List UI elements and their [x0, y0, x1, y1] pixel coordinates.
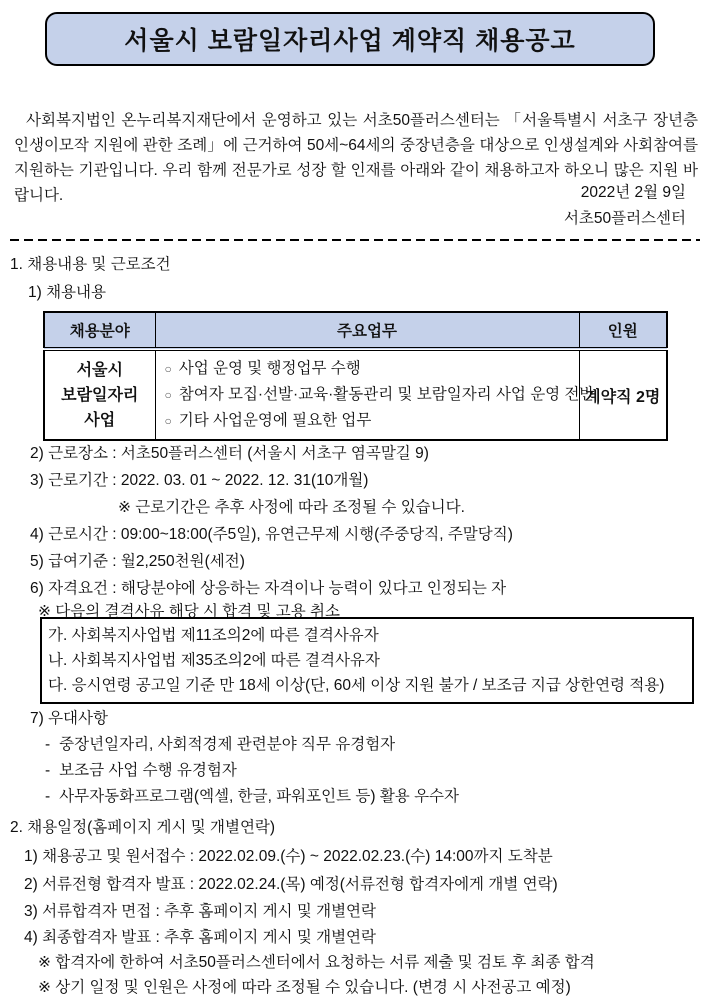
announcement-date: 2022년 2월 9일	[580, 184, 686, 201]
section2-heading: 2. 채용일정(홈페이지 게시 및 개별연락)	[10, 819, 276, 836]
table-header-row	[44, 312, 667, 349]
work-period-note: ※ 근로기간은 추후 사정에 따라 조정될 수 있습니다.	[118, 499, 465, 516]
preference-text: 보조금 사업 수행 유경험자	[59, 762, 237, 779]
table-header-duties: 주요업무	[155, 312, 579, 349]
preference-item	[45, 786, 459, 807]
preferences-heading: 7) 우대사항	[30, 710, 108, 727]
recruitment-table	[43, 311, 668, 441]
headcount-cell: 계약직 2명	[579, 349, 667, 440]
table-header-headcount: 인원	[579, 312, 667, 349]
disqualification-item: 나. 사회복지사업법 제35조의2에 따른 결격사유자	[48, 652, 380, 669]
dash-bullet-icon: -	[45, 736, 51, 753]
duty-line	[164, 382, 595, 408]
disqualification-item: 가. 사회복지사업법 제11조의2에 따른 결격사유자	[48, 627, 379, 644]
preference-item	[45, 734, 395, 755]
duties-cell	[155, 349, 595, 440]
table-row	[44, 349, 667, 440]
dash-bullet-icon: -	[45, 762, 51, 779]
preference-item	[45, 760, 237, 781]
qualification-note: ※ 다음의 결격사유 해당 시 합격 및 고용 취소	[38, 603, 340, 620]
dash-bullet-icon: -	[45, 788, 51, 805]
preference-text: 중장년일자리, 사회적경제 관련분야 직무 유경험자	[59, 736, 396, 753]
schedule-note: ※ 상기 일정 및 인원은 사정에 따라 조정될 수 있습니다. (변경 시 사전공고 예정)	[38, 979, 571, 996]
preference-text: 사무자동화프로그램(엑셀, 한글, 파워포인트 등) 활용 우수자	[59, 788, 459, 805]
circle-bullet-icon: ○	[164, 388, 172, 402]
duty-text: 사업 운영 및 행정업무 수행	[178, 360, 361, 377]
work-hours-item: 4) 근로시간 : 09:00~18:00(주5일), 유연근무제 시행(주중당직, 주말당직)	[30, 526, 513, 543]
table-header-field: 채용분야	[44, 312, 155, 349]
section1-heading: 1. 채용내용 및 근로조건	[10, 256, 171, 273]
duty-text: 기타 사업운영에 필요한 업무	[178, 412, 372, 429]
schedule-item: 2) 서류전형 합격자 발표 : 2022.02.24.(목) 예정(서류전형 합격자에게 개별 연락)	[24, 876, 558, 893]
dashed-divider	[10, 239, 700, 241]
schedule-item: 1) 채용공고 및 원서접수 : 2022.02.09.(수) ~ 2022.02.23.(수) 14:00까지 도착분	[24, 848, 553, 865]
schedule-item: 3) 서류합격자 면접 : 추후 홈페이지 게시 및 개별연락	[24, 903, 377, 920]
date-block	[564, 180, 686, 232]
qualification-item: 6) 자격요건 : 해당분야에 상응하는 자격이나 능력이 있다고 인정되는 자	[30, 580, 507, 597]
salary-item: 5) 급여기준 : 월2,250천원(세전)	[30, 553, 245, 570]
duty-text: 참여자 모집·선발·교육·활동관리 및 보람일자리 사업 운영 전반	[178, 386, 595, 403]
schedule-note: ※ 합격자에 한하여 서초50플러스센터에서 요청하는 서류 제출 및 검토 후 최종 합격	[38, 954, 595, 971]
schedule-item: 4) 최종합격자 발표 : 추후 홈페이지 게시 및 개별연락	[24, 929, 377, 946]
section1-subheading: 1) 채용내용	[28, 284, 106, 301]
intro-paragraph: 사회복지법인 온누리복지재단에서 운영하고 있는 서초50플러스센터는 「서울특별시 서초구 장년층 인생이모작 지원에 관한 조례」에 근거하여 50세~64세의 중장년층을 대상으로 인생설계와 사회참여를 지원하는 기관입니다. 우리 함께 전문가로 성장 할 인재를 아래와 같이 채용하고자 하오니 많은 지원 바랍니다.	[14, 111, 698, 204]
work-period-item: 3) 근로기간 : 2022. 03. 01 ~ 2022. 12. 31(10개월)	[30, 472, 369, 489]
circle-bullet-icon: ○	[164, 362, 172, 376]
disqualification-item: 다. 응시연령 공고일 기준 만 18세 이상(단, 60세 이상 지원 불가 / 보조금 지급 상한연령 적용)	[48, 677, 665, 694]
organization-name: 서초50플러스센터	[563, 210, 686, 227]
field-cell: 서울시 보람일자리 사업	[44, 349, 155, 440]
work-location-item: 2) 근로장소 : 서초50플러스센터 (서울시 서초구 염곡말길 9)	[30, 445, 429, 462]
circle-bullet-icon: ○	[164, 414, 172, 428]
title-banner	[45, 12, 655, 66]
duty-line	[165, 408, 575, 434]
disqualification-box	[40, 617, 694, 704]
page-title: 서울시 보람일자리사업 계약직 채용공고	[124, 27, 576, 55]
duty-line	[165, 356, 575, 382]
